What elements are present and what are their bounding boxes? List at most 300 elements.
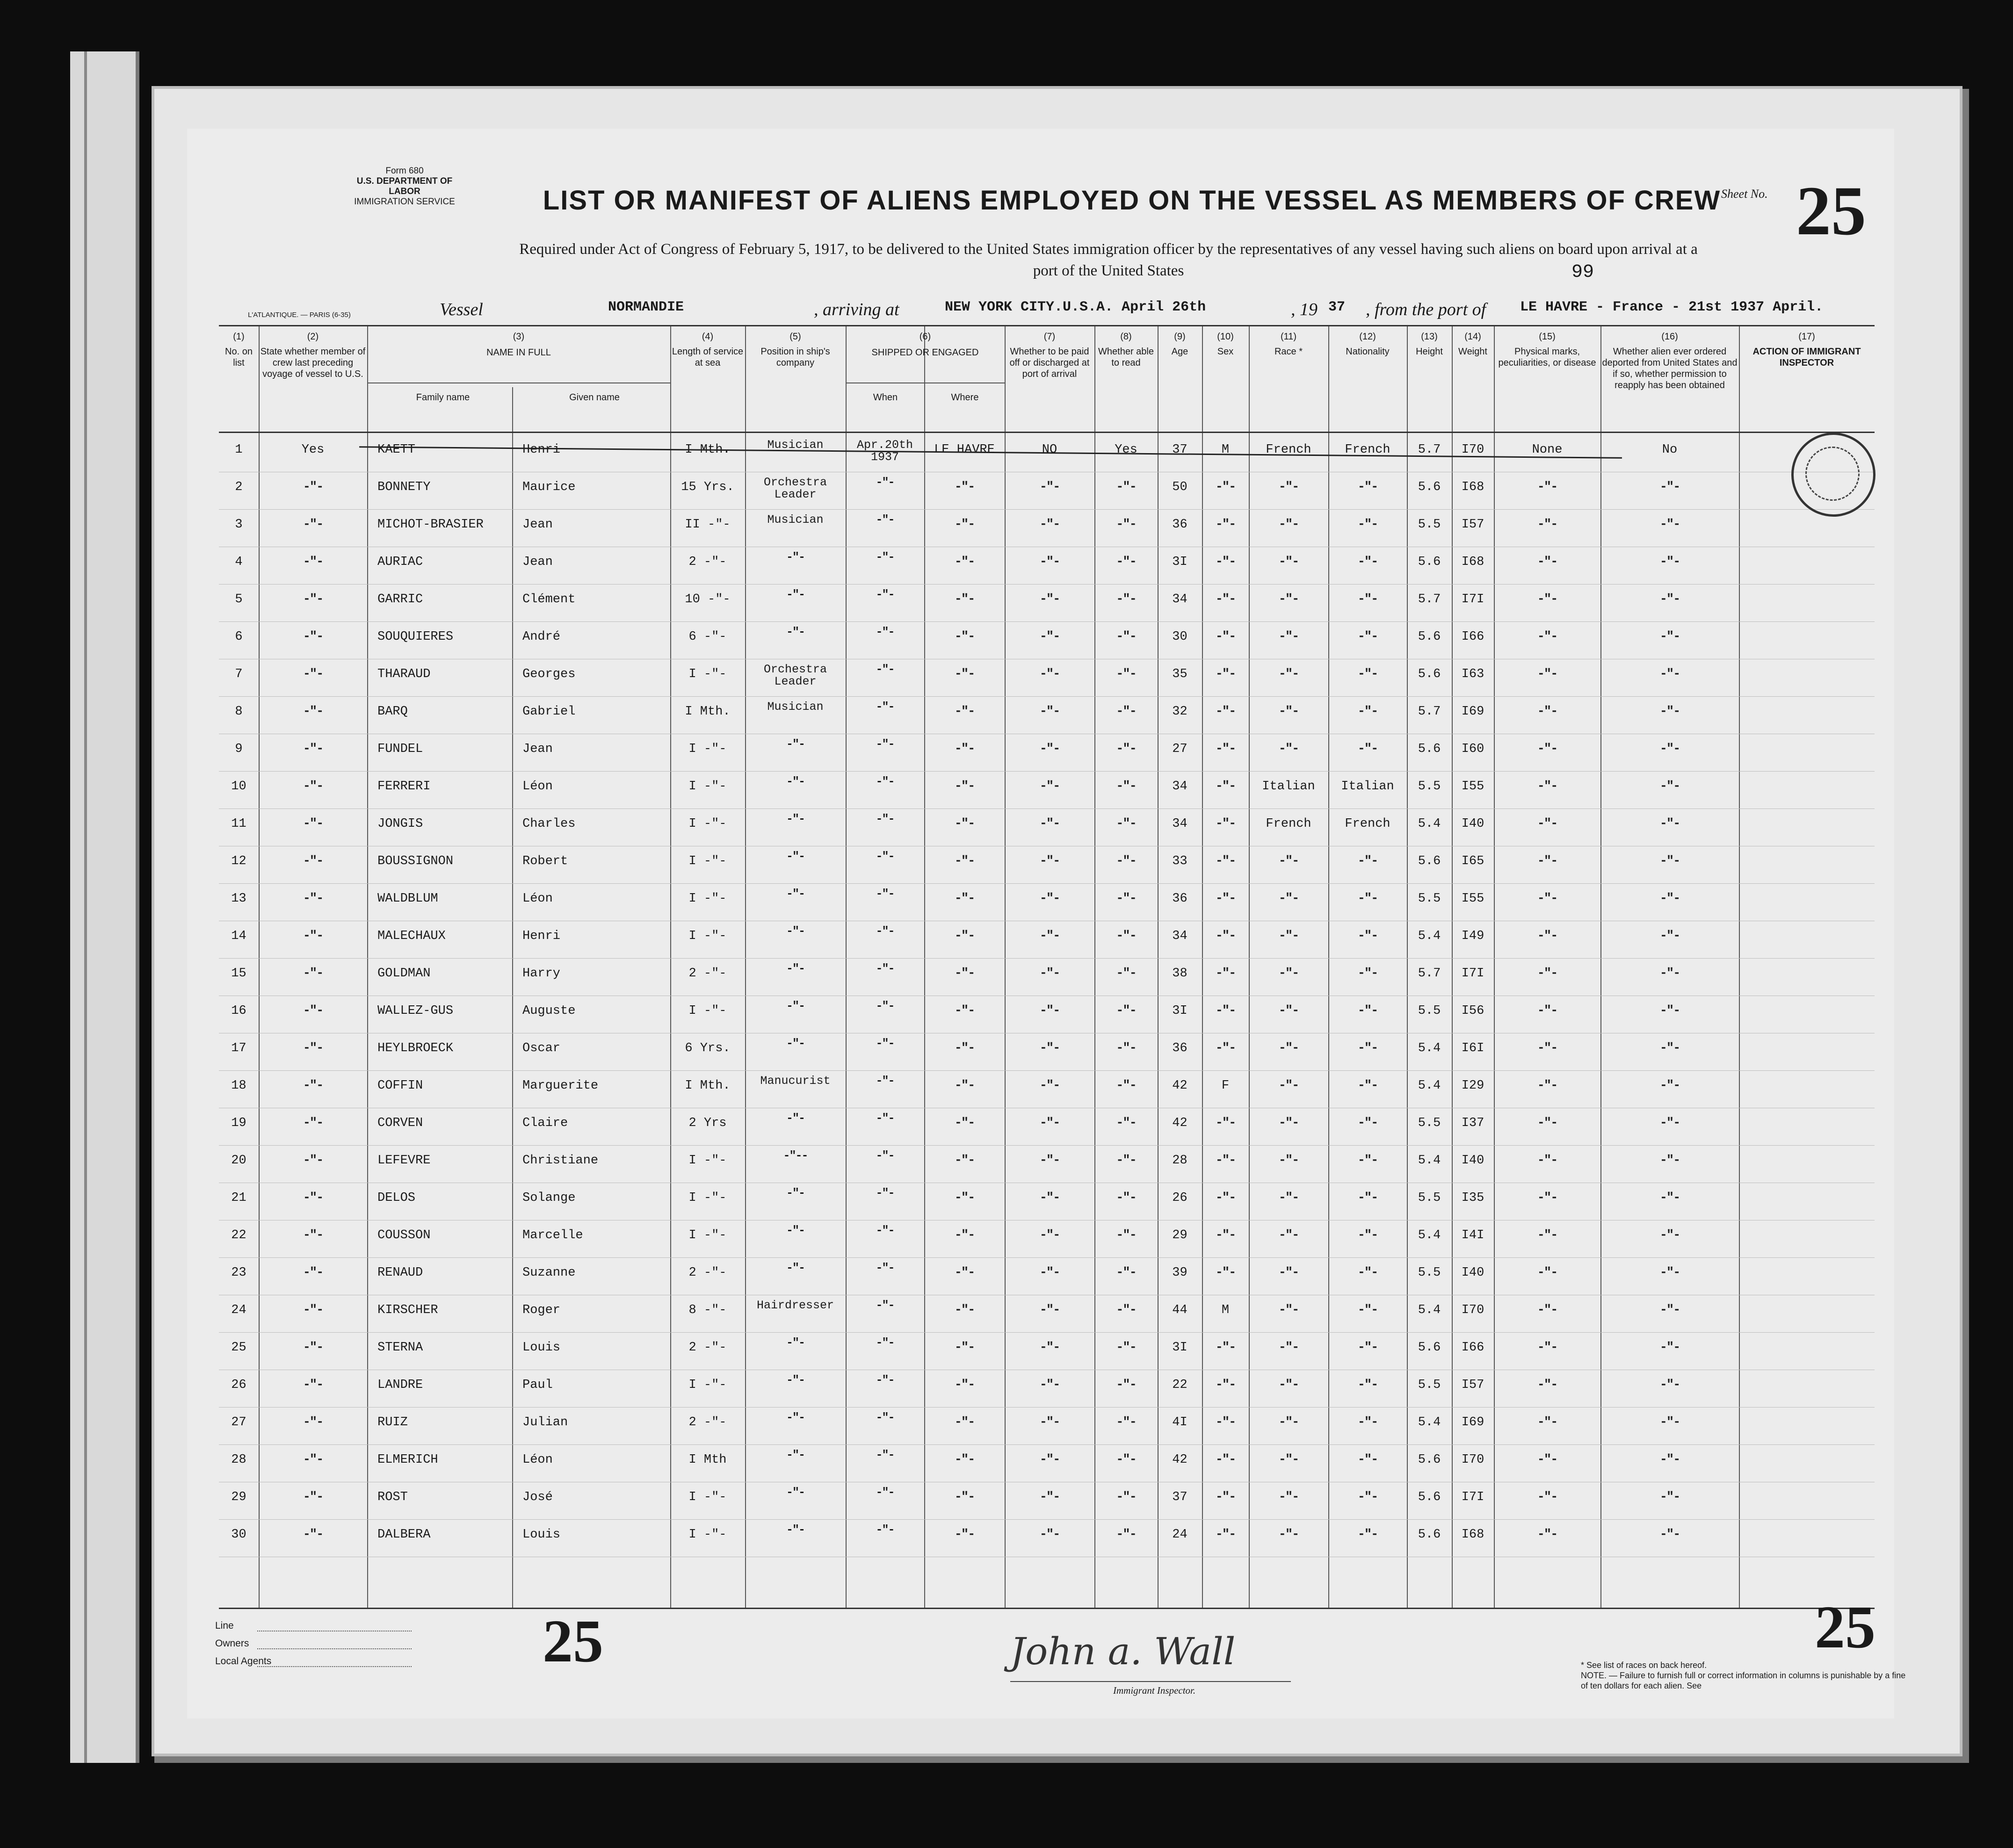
cell-race: -"- <box>1278 929 1299 943</box>
cell-family: DALBERA <box>377 1528 431 1542</box>
cell-when: -"- <box>876 812 894 826</box>
cell-family: KIRSCHER <box>377 1303 438 1317</box>
cell-position: -"- <box>786 775 804 788</box>
cell-nat: -"- <box>1357 1378 1378 1392</box>
cell-weight: I70 <box>1461 1303 1484 1317</box>
cell-when: -"- <box>876 1224 894 1237</box>
cell-weight: I7I <box>1461 592 1484 606</box>
cell-age: 22 <box>1172 1378 1188 1392</box>
cell-given: Georges <box>522 667 576 681</box>
column-sublabel: Where <box>951 392 979 403</box>
cell-height: 5.4 <box>1418 1303 1441 1317</box>
cell-prev: -"- <box>303 1228 323 1242</box>
row-rule <box>219 808 1875 809</box>
cell-prev: -"- <box>303 1004 323 1018</box>
column-sublabel: Given name <box>569 392 620 403</box>
cell-weight: I37 <box>1461 1116 1484 1130</box>
cell-age: 3I <box>1172 1341 1188 1355</box>
cell-where: -"- <box>954 1266 975 1280</box>
column-header-3 <box>367 326 670 432</box>
cell-prev: -"- <box>303 1341 323 1355</box>
cell-prev: -"- <box>303 1191 323 1205</box>
cell-no: 1 <box>235 443 243 457</box>
cell-given: Paul <box>522 1378 553 1392</box>
cell-where: -"- <box>954 967 975 981</box>
cell-prev: -"- <box>303 1378 323 1392</box>
cell-prev: -"- <box>303 929 323 943</box>
cell-family: ELMERICH <box>377 1453 438 1467</box>
column-header-12 <box>1328 326 1407 432</box>
table-row <box>219 736 1875 772</box>
column-number: (12) <box>1359 332 1376 342</box>
from-port-label: , from the port of <box>1366 300 1486 319</box>
cell-prev: -"- <box>303 667 323 681</box>
cell-position: -"- <box>786 1037 804 1050</box>
cell-race: French <box>1266 443 1311 457</box>
cell-no: 26 <box>231 1378 246 1392</box>
cell-nat: -"- <box>1357 1341 1378 1355</box>
cell-position: -"- <box>786 1373 804 1387</box>
cell-weight: I35 <box>1461 1191 1484 1205</box>
table-row <box>219 1372 1875 1408</box>
cell-when: -"- <box>876 1299 894 1312</box>
cell-weight: I70 <box>1461 443 1484 457</box>
cell-service: I -"- <box>688 1228 727 1242</box>
cell-when: -"- <box>876 588 894 601</box>
cell-nat: -"- <box>1357 1041 1378 1055</box>
cell-deported: -"- <box>1659 1341 1680 1355</box>
cell-paid: -"- <box>1039 854 1060 868</box>
cell-where: -"- <box>954 480 975 494</box>
cell-when: -"- <box>876 1486 894 1499</box>
cell-no: 10 <box>231 780 246 794</box>
cell-family: RUIZ <box>377 1415 408 1429</box>
cell-sex: -"- <box>1215 1116 1236 1130</box>
cell-sex: -"- <box>1215 1528 1236 1542</box>
cell-service: I Mth. <box>685 443 731 457</box>
cell-age: 34 <box>1172 817 1188 831</box>
row-rule <box>219 1145 1875 1146</box>
inspection-stamp <box>1791 433 1875 517</box>
cell-race: -"- <box>1278 1415 1299 1429</box>
cell-deported: -"- <box>1659 742 1680 756</box>
cell-where: -"- <box>954 742 975 756</box>
cell-prev: -"- <box>303 1415 323 1429</box>
cell-prev: -"- <box>303 780 323 794</box>
column-header-4 <box>670 326 745 432</box>
cell-height: 5.7 <box>1418 705 1441 719</box>
cell-weight: I7I <box>1461 967 1484 981</box>
row-rule <box>219 584 1875 585</box>
cell-where: -"- <box>954 1079 975 1093</box>
cell-given: Louis <box>522 1528 561 1542</box>
cell-family: SOUQUIERES <box>377 630 454 644</box>
table-row <box>219 923 1875 959</box>
cell-sex: F <box>1221 1079 1230 1093</box>
cell-height: 5.4 <box>1418 1154 1441 1168</box>
cell-deported: -"- <box>1659 1004 1680 1018</box>
column-header-16 <box>1600 326 1739 432</box>
cell-read: -"- <box>1116 1303 1136 1317</box>
cell-race: -"- <box>1278 892 1299 906</box>
cell-no: 9 <box>235 742 243 756</box>
cell-height: 5.5 <box>1418 1116 1441 1130</box>
cell-weight: I40 <box>1461 1154 1484 1168</box>
cell-nat: -"- <box>1357 1191 1378 1205</box>
cell-sex: -"- <box>1215 1378 1236 1392</box>
cell-marks: -"- <box>1537 1079 1557 1093</box>
cell-nat: -"- <box>1357 854 1378 868</box>
cell-position: -"- <box>786 850 804 863</box>
cell-read: -"- <box>1116 592 1136 606</box>
cell-position: Orchestra Leader <box>763 663 827 688</box>
cell-family: WALLEZ-GUS <box>377 1004 454 1018</box>
column-label: Nationality <box>1346 346 1390 357</box>
cell-read: -"- <box>1116 1191 1136 1205</box>
cell-position: -"- <box>786 737 804 751</box>
cell-paid: -"- <box>1039 1079 1060 1093</box>
cell-sex: -"- <box>1215 518 1236 532</box>
cell-sex: -"- <box>1215 555 1236 569</box>
cell-position: Musician <box>767 700 824 714</box>
cell-nat: -"- <box>1357 1490 1378 1504</box>
cell-when: -"- <box>876 887 894 901</box>
header-rule <box>219 432 1875 433</box>
table-row <box>219 511 1875 548</box>
cell-height: 5.4 <box>1418 1415 1441 1429</box>
cell-read: -"- <box>1116 480 1136 494</box>
cell-race: -"- <box>1278 1341 1299 1355</box>
cell-prev: -"- <box>303 967 323 981</box>
table-row <box>219 436 1875 473</box>
table-row <box>219 1184 1875 1221</box>
cell-where: -"- <box>954 555 975 569</box>
row-rule <box>219 696 1875 697</box>
cell-deported: -"- <box>1659 1191 1680 1205</box>
cell-where: -"- <box>954 1341 975 1355</box>
cell-sex: -"- <box>1215 705 1236 719</box>
cell-nat: -"- <box>1357 592 1378 606</box>
cell-deported: -"- <box>1659 1228 1680 1242</box>
cell-weight: I56 <box>1461 1004 1484 1018</box>
table-row <box>219 960 1875 996</box>
cell-paid: -"- <box>1039 1266 1060 1280</box>
cell-family: WALDBLUM <box>377 892 438 906</box>
cell-nat: -"- <box>1357 1415 1378 1429</box>
cell-deported: -"- <box>1659 780 1680 794</box>
cell-deported: -"- <box>1659 1154 1680 1168</box>
cell-marks: -"- <box>1537 1228 1557 1242</box>
cell-age: 3I <box>1172 555 1188 569</box>
column-label: Weight <box>1458 346 1487 357</box>
cell-given: Robert <box>522 854 568 868</box>
cell-race: -"- <box>1278 1079 1299 1093</box>
cell-height: 5.7 <box>1418 443 1441 457</box>
cell-age: 36 <box>1172 1041 1188 1055</box>
cell-nat: French <box>1345 817 1390 831</box>
cell-no: 19 <box>231 1116 246 1130</box>
cell-deported: -"- <box>1659 1041 1680 1055</box>
column-number: (11) <box>1280 332 1297 342</box>
cell-service: II -"- <box>685 518 731 532</box>
cell-service: 15 Yrs. <box>681 480 734 494</box>
cell-marks: -"- <box>1537 780 1557 794</box>
cell-marks: -"- <box>1537 1528 1557 1542</box>
cell-family: COFFIN <box>377 1079 423 1093</box>
column-header-15 <box>1494 326 1600 432</box>
form-header <box>346 166 463 207</box>
cell-nat: -"- <box>1357 480 1378 494</box>
column-header-10 <box>1202 326 1249 432</box>
cell-height: 5.5 <box>1418 1191 1441 1205</box>
cell-weight: I66 <box>1461 630 1484 644</box>
cell-weight: I40 <box>1461 817 1484 831</box>
cell-weight: I70 <box>1461 1453 1484 1467</box>
cell-no: 7 <box>235 667 243 681</box>
cell-no: 23 <box>231 1266 246 1280</box>
column-label: Race * <box>1274 346 1303 357</box>
cell-where: -"- <box>954 592 975 606</box>
cell-family: ROST <box>377 1490 408 1504</box>
cell-height: 5.4 <box>1418 1228 1441 1242</box>
cell-paid: -"- <box>1039 1415 1060 1429</box>
cell-weight: I60 <box>1461 742 1484 756</box>
cell-marks: None <box>1532 443 1563 457</box>
column-number: (3) <box>513 332 525 342</box>
cell-marks: -"- <box>1537 1004 1557 1018</box>
column-header-9 <box>1158 326 1202 432</box>
owners-field <box>257 1648 412 1649</box>
cell-age: 42 <box>1172 1453 1188 1467</box>
cell-race: -"- <box>1278 705 1299 719</box>
cell-nat: -"- <box>1357 1528 1378 1542</box>
table-row <box>219 623 1875 660</box>
cell-given: Suzanne <box>522 1266 576 1280</box>
cell-prev: -"- <box>303 1116 323 1130</box>
cell-no: 3 <box>235 518 243 532</box>
cell-position: -"- <box>786 1411 804 1424</box>
cell-age: 26 <box>1172 1191 1188 1205</box>
cell-no: 6 <box>235 630 243 644</box>
cell-position: -"- <box>786 1186 804 1200</box>
cell-family: COUSSON <box>377 1228 431 1242</box>
cell-race: -"- <box>1278 480 1299 494</box>
cell-height: 5.6 <box>1418 555 1441 569</box>
signature-line <box>1010 1681 1291 1682</box>
cell-marks: -"- <box>1537 817 1557 831</box>
cell-where: -"- <box>954 630 975 644</box>
cell-service: I Mth. <box>685 705 731 719</box>
row-rule <box>219 958 1875 959</box>
cell-given: Solange <box>522 1191 576 1205</box>
cell-deported: -"- <box>1659 967 1680 981</box>
cell-age: 3I <box>1172 1004 1188 1018</box>
cell-when: -"- <box>876 775 894 788</box>
cell-height: 5.4 <box>1418 929 1441 943</box>
cell-sex: -"- <box>1215 892 1236 906</box>
column-header-11 <box>1249 326 1328 432</box>
cell-given: Harry <box>522 967 561 981</box>
cell-where: -"- <box>954 1004 975 1018</box>
cell-age: 38 <box>1172 967 1188 981</box>
cell-race: French <box>1266 817 1311 831</box>
cell-service: I -"- <box>688 854 727 868</box>
column-label: Height <box>1416 346 1443 357</box>
cell-deported: -"- <box>1659 854 1680 868</box>
cell-age: 34 <box>1172 929 1188 943</box>
cell-service: 6 -"- <box>688 630 727 644</box>
cell-service: I -"- <box>688 667 727 681</box>
cell-paid: -"- <box>1039 480 1060 494</box>
cell-prev: -"- <box>303 817 323 831</box>
cell-marks: -"- <box>1537 518 1557 532</box>
cell-position: Hairdresser <box>756 1299 834 1312</box>
cell-when: -"- <box>876 850 894 863</box>
cell-deported: -"- <box>1659 630 1680 644</box>
cell-read: -"- <box>1116 742 1136 756</box>
cell-read: -"- <box>1116 1378 1136 1392</box>
cell-race: -"- <box>1278 742 1299 756</box>
cell-family: AURIAC <box>377 555 423 569</box>
cell-given: André <box>522 630 561 644</box>
cell-when: -"- <box>876 1037 894 1050</box>
cell-paid: -"- <box>1039 555 1060 569</box>
owners-label: Owners <box>215 1638 249 1649</box>
cell-position: -"- <box>786 1261 804 1275</box>
cell-paid: -"- <box>1039 1378 1060 1392</box>
cell-prev: -"- <box>303 1303 323 1317</box>
cell-sex: -"- <box>1215 742 1236 756</box>
cell-prev: -"- <box>303 705 323 719</box>
cell-family: GARRIC <box>377 592 423 606</box>
cell-read: -"- <box>1116 1079 1136 1093</box>
cell-prev: -"- <box>303 1528 323 1542</box>
inspector-signature: John a. Wall <box>1010 1630 1236 1673</box>
cell-position: -"- <box>786 1486 804 1499</box>
cell-height: 5.6 <box>1418 742 1441 756</box>
cell-prev: -"- <box>303 518 323 532</box>
cell-age: 27 <box>1172 742 1188 756</box>
cell-prev: -"- <box>303 1266 323 1280</box>
cell-position: -"- <box>786 550 804 564</box>
cell-read: -"- <box>1116 967 1136 981</box>
cell-no: 13 <box>231 892 246 906</box>
cell-marks: -"- <box>1537 667 1557 681</box>
cell-read: Yes <box>1115 443 1137 457</box>
cell-nat: -"- <box>1357 667 1378 681</box>
cell-read: -"- <box>1116 780 1136 794</box>
cell-marks: -"- <box>1537 592 1557 606</box>
cell-position: -"- <box>786 588 804 601</box>
cell-height: 5.5 <box>1418 518 1441 532</box>
column-label: NAME IN FULL <box>486 347 551 358</box>
row-rule <box>219 1257 1875 1258</box>
cell-no: 18 <box>231 1079 246 1093</box>
column-header-7 <box>1005 326 1094 432</box>
vessel-label: Vessel <box>440 300 483 319</box>
column-number: (10) <box>1217 332 1234 342</box>
cell-paid: -"- <box>1039 1041 1060 1055</box>
cell-where: -"- <box>954 929 975 943</box>
table-row <box>219 1297 1875 1333</box>
cell-age: 32 <box>1172 705 1188 719</box>
cell-deported: -"- <box>1659 1490 1680 1504</box>
cell-position: -"- <box>786 812 804 826</box>
cell-marks: -"- <box>1537 1041 1557 1055</box>
cell-read: -"- <box>1116 1453 1136 1467</box>
cell-no: 12 <box>231 854 246 868</box>
departure-port: LE HAVRE - France - 21st 1937 April. <box>1520 299 1824 315</box>
arriving-label: , arriving at <box>814 300 899 319</box>
cell-given: Henri <box>522 929 561 943</box>
column-label: Physical marks, peculiarities, or disease <box>1498 346 1596 368</box>
cell-weight: I55 <box>1461 780 1484 794</box>
table-row <box>219 1484 1875 1520</box>
cell-position: -"- <box>786 924 804 938</box>
line-label: Line <box>215 1620 234 1631</box>
cell-family: LEFEVRE <box>377 1154 431 1168</box>
table-row <box>219 885 1875 922</box>
row-rule <box>219 883 1875 884</box>
row-rule <box>219 1407 1875 1408</box>
cell-nat: -"- <box>1357 1266 1378 1280</box>
local-agents-field <box>257 1666 412 1667</box>
cell-when: -"- <box>876 1112 894 1125</box>
cell-deported: -"- <box>1659 1079 1680 1093</box>
cell-age: 35 <box>1172 667 1188 681</box>
cell-paid: -"- <box>1039 1116 1060 1130</box>
cell-height: 5.6 <box>1418 1453 1441 1467</box>
cell-prev: -"- <box>303 854 323 868</box>
cell-deported: -"- <box>1659 705 1680 719</box>
cell-read: -"- <box>1116 929 1136 943</box>
cell-read: -"- <box>1116 817 1136 831</box>
table-row <box>219 661 1875 697</box>
cell-marks: -"- <box>1537 1303 1557 1317</box>
cell-read: -"- <box>1116 1004 1136 1018</box>
cell-paid: -"- <box>1039 1004 1060 1018</box>
cell-race: -"- <box>1278 1378 1299 1392</box>
stamped-sheet-number-left: 25 <box>543 1608 603 1675</box>
cell-sex: -"- <box>1215 1341 1236 1355</box>
cell-marks: -"- <box>1537 892 1557 906</box>
column-sublabel: Family name <box>416 392 470 403</box>
cell-marks: -"- <box>1537 967 1557 981</box>
cell-age: 30 <box>1172 630 1188 644</box>
cell-read: -"- <box>1116 518 1136 532</box>
cell-family: LANDRE <box>377 1378 423 1392</box>
column-header-13 <box>1407 326 1452 432</box>
cell-marks: -"- <box>1537 929 1557 943</box>
cell-no: 22 <box>231 1228 246 1242</box>
cell-where: -"- <box>954 1191 975 1205</box>
column-label: Length of service at sea <box>672 346 744 368</box>
cell-read: -"- <box>1116 555 1136 569</box>
cell-read: -"- <box>1116 667 1136 681</box>
cell-paid: -"- <box>1039 892 1060 906</box>
cell-nat: -"- <box>1357 518 1378 532</box>
cell-prev: -"- <box>303 630 323 644</box>
cell-paid: -"- <box>1039 705 1060 719</box>
cell-height: 5.4 <box>1418 817 1441 831</box>
cell-where: -"- <box>954 667 975 681</box>
table-row <box>219 1035 1875 1071</box>
cell-family: FERRERI <box>377 780 431 794</box>
cell-height: 5.7 <box>1418 592 1441 606</box>
cell-no: 29 <box>231 1490 246 1504</box>
cell-given: Marcelle <box>522 1228 583 1242</box>
cell-nat: French <box>1345 443 1390 457</box>
